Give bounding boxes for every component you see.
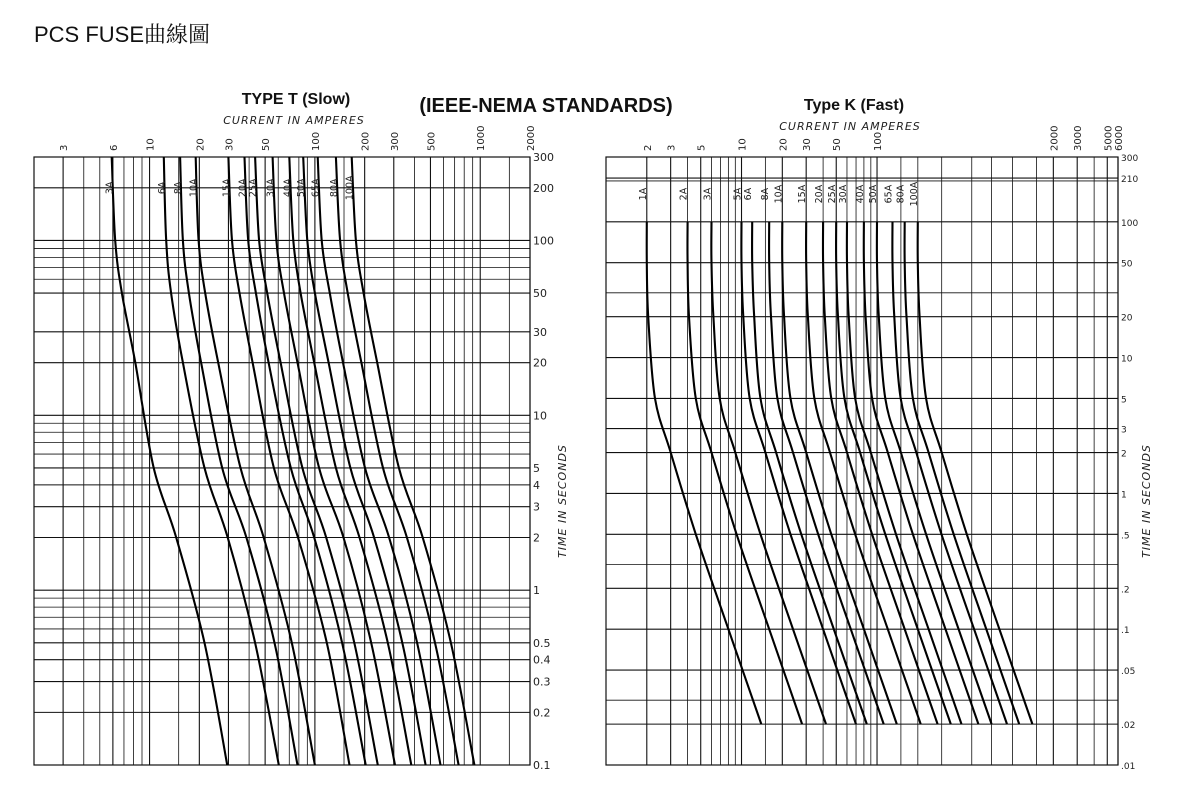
type-t-x-tick-label: 30 bbox=[224, 138, 236, 151]
type-t-y-tick-label: 30 bbox=[533, 325, 547, 339]
type-k-x-tick-label: 100 bbox=[873, 131, 885, 151]
type-k-y-tick-label: 3 bbox=[1121, 425, 1127, 436]
type-t-y-tick-label: 5 bbox=[533, 461, 540, 475]
type-t-curve-label-20a: 20A bbox=[237, 178, 249, 198]
type-t-y-tick-label: 100 bbox=[533, 234, 554, 248]
type-t-x-tick-label: 10 bbox=[145, 138, 157, 151]
type-k-curve-label-8a: 8A bbox=[760, 187, 772, 201]
type-t-x-axis-label: CURRENT IN AMPERES bbox=[223, 114, 365, 127]
type-k-y-tick-label: .2 bbox=[1121, 585, 1130, 596]
type-k-x-tick-label: 20 bbox=[778, 138, 790, 151]
type-t-y-tick-label: 0.3 bbox=[533, 675, 551, 689]
type-k-y-tick-label: 300 bbox=[1121, 154, 1139, 164]
type-k-curve-label-15a: 15A bbox=[797, 184, 809, 204]
type-k-x-tick-label: 2000 bbox=[1049, 125, 1061, 151]
type-t-y-tick-label: 0.5 bbox=[533, 636, 551, 650]
type-t-y-axis-label: TIME IN SECONDS bbox=[556, 444, 569, 558]
type-t-x-tick-label: 20 bbox=[195, 138, 207, 151]
type-t-x-tick-label: 2000 bbox=[526, 125, 537, 151]
type-k-curve-label-5a: 5A bbox=[732, 187, 744, 201]
type-t-x-tick-label: 100 bbox=[310, 131, 322, 151]
type-t-y-tick-label: 20 bbox=[533, 356, 547, 370]
type-k-x-tick-label: 6000 bbox=[1114, 125, 1125, 151]
type-t-y-tick-label: 0.4 bbox=[533, 653, 551, 667]
type-k-y-tick-label: 100 bbox=[1121, 218, 1139, 229]
type-k-curve-2a bbox=[687, 222, 802, 724]
type-t-curve-label-6a: 6A bbox=[156, 181, 168, 195]
type-k-y-tick-label: 20 bbox=[1121, 313, 1133, 324]
type-t-x-tick-label: 500 bbox=[426, 131, 438, 151]
type-k-chart-title: Type K (Fast) bbox=[803, 97, 905, 114]
type-t-curve-label-100a: 100A bbox=[344, 175, 356, 201]
type-k-curve-label-80a: 80A bbox=[895, 184, 907, 204]
type-k-y-tick-label: 210 bbox=[1121, 175, 1139, 186]
type-k-y-tick-label: .02 bbox=[1121, 721, 1136, 732]
type-k-y-tick-label: 5 bbox=[1121, 395, 1127, 406]
type-k-chart bbox=[606, 97, 1153, 772]
type-k-x-tick-label: 5 bbox=[696, 144, 708, 151]
type-k-curve-label-6a: 6A bbox=[743, 187, 755, 201]
type-k-y-tick-label: 1 bbox=[1121, 490, 1127, 501]
type-t-curve-label-50a: 50A bbox=[296, 178, 308, 198]
type-t-curve-label-65a: 65A bbox=[310, 178, 322, 198]
type-k-curve-label-65a: 65A bbox=[883, 184, 895, 204]
type-k-curve-label-10a: 10A bbox=[773, 184, 785, 204]
type-t-y-tick-label: 0.1 bbox=[533, 759, 551, 772]
type-t-y-tick-label: 3 bbox=[533, 500, 540, 514]
type-t-x-tick-label: 3 bbox=[59, 144, 71, 151]
type-k-curve-label-3a: 3A bbox=[702, 187, 714, 201]
type-t-chart-title: TYPE T (Slow) bbox=[241, 91, 351, 108]
type-k-x-tick-label: 5000 bbox=[1103, 125, 1115, 151]
type-k-y-tick-label: 2 bbox=[1121, 449, 1127, 460]
type-k-y-tick-label: .5 bbox=[1121, 531, 1130, 542]
type-k-y-tick-label: 50 bbox=[1121, 259, 1133, 270]
type-t-x-tick-label: 300 bbox=[389, 131, 401, 151]
type-k-x-tick-label: 50 bbox=[832, 138, 844, 151]
type-k-curve-label-1a: 1A bbox=[637, 187, 649, 201]
type-k-y-tick-label: .01 bbox=[1121, 762, 1136, 772]
type-k-curve-label-100a: 100A bbox=[908, 181, 920, 207]
type-t-chart bbox=[34, 91, 569, 772]
type-t-y-tick-label: 10 bbox=[533, 409, 547, 423]
type-k-x-tick-label: 2 bbox=[642, 144, 654, 151]
type-t-curve-label-15a: 15A bbox=[221, 178, 233, 198]
type-k-curve-label-20a: 20A bbox=[814, 184, 826, 204]
type-t-curve-label-40a: 40A bbox=[282, 178, 294, 198]
page-title: PCS FUSE曲線圖 bbox=[34, 22, 211, 47]
type-k-curve-label-40a: 40A bbox=[854, 184, 866, 204]
type-t-y-tick-label: 4 bbox=[533, 478, 540, 492]
type-k-curve-label-2a: 2A bbox=[678, 187, 690, 201]
type-t-y-tick-label: 1 bbox=[533, 584, 540, 598]
type-k-curve-label-50a: 50A bbox=[868, 184, 880, 204]
type-t-y-tick-label: 200 bbox=[533, 181, 554, 195]
type-k-y-axis-label: TIME IN SECONDS bbox=[1140, 444, 1153, 558]
type-t-curve-label-25a: 25A bbox=[248, 178, 260, 198]
type-k-curve-65a bbox=[892, 222, 1007, 724]
type-k-x-axis-label: CURRENT IN AMPERES bbox=[779, 120, 921, 133]
type-t-y-tick-label: 0.2 bbox=[533, 706, 551, 720]
type-t-x-tick-label: 200 bbox=[360, 131, 372, 151]
type-t-x-tick-label: 50 bbox=[261, 138, 273, 151]
type-t-curve-label-30a: 30A bbox=[265, 178, 277, 198]
type-t-curve-label-10a: 10A bbox=[188, 178, 200, 198]
type-t-curve-label-8a: 8A bbox=[173, 181, 185, 195]
type-t-x-tick-label: 1000 bbox=[476, 125, 488, 151]
type-k-y-tick-label: 10 bbox=[1121, 354, 1133, 365]
type-k-x-tick-label: 10 bbox=[737, 138, 749, 151]
type-k-x-tick-label: 3000 bbox=[1073, 125, 1085, 151]
type-t-y-tick-label: 50 bbox=[533, 287, 547, 301]
type-k-x-tick-label: 30 bbox=[802, 138, 814, 151]
type-k-curve-label-30a: 30A bbox=[837, 184, 849, 204]
type-t-y-tick-label: 300 bbox=[533, 151, 554, 164]
type-t-curve-label-3a: 3A bbox=[104, 181, 116, 195]
type-k-y-tick-label: .05 bbox=[1121, 667, 1136, 678]
type-k-y-tick-label: .1 bbox=[1121, 626, 1130, 637]
type-k-curve-1a bbox=[647, 222, 762, 724]
type-t-y-tick-label: 2 bbox=[533, 531, 540, 545]
type-k-curve-label-25a: 25A bbox=[827, 184, 839, 204]
type-t-x-tick-label: 6 bbox=[108, 144, 120, 151]
type-k-curve-40a bbox=[864, 222, 979, 724]
type-t-curve-label-80a: 80A bbox=[328, 178, 340, 198]
type-k-x-tick-label: 3 bbox=[666, 144, 678, 151]
standards-heading: (IEEE-NEMA STANDARDS) bbox=[419, 95, 673, 117]
